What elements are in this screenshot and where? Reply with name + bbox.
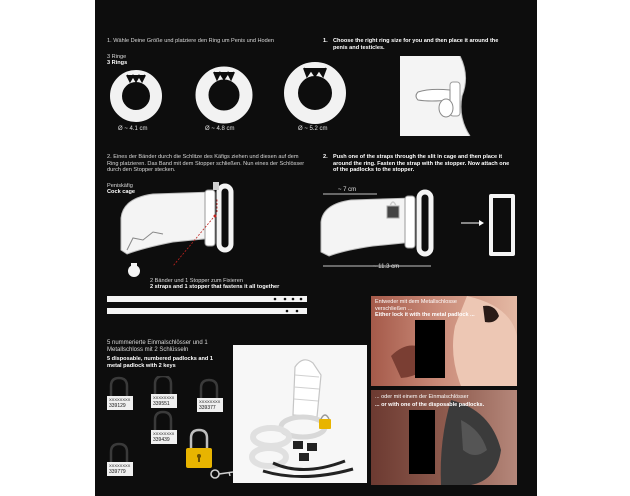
photo-bottom-text-en: ... or with one of the disposable padlocks. bbox=[375, 402, 485, 408]
metal-padlock-icon bbox=[186, 430, 212, 468]
ring-medium bbox=[192, 64, 256, 126]
lifestyle-photo-metal-padlock bbox=[371, 296, 517, 386]
body-ring-illustration bbox=[400, 56, 520, 136]
svg-text:XXXXXXXX: XXXXXXXX bbox=[109, 463, 131, 468]
disposable-padlock-5 bbox=[107, 444, 133, 476]
svg-text:339439: 339439 bbox=[153, 437, 170, 443]
ring-size-medium: Ø ~ 4.8 cm bbox=[205, 126, 235, 132]
step2-text-de: 2. Eines der Bänder durch die Schlitze des Käfigs ziehen und diesen auf dem Ring platzieren. Das Band mit dem Stopper schließen. Nun eines der Schlösser durch den Stopper stecken. bbox=[107, 154, 305, 174]
svg-text:XXXXXXXX: XXXXXXXX bbox=[153, 431, 175, 436]
product-photo bbox=[233, 345, 367, 483]
photo-top-text-en: Either lock it with the metal padlock ... bbox=[375, 312, 475, 318]
ring-side-view bbox=[483, 190, 523, 260]
locks-text-de: 5 nummerierte Einmalschlösser und 1 Metallschloss mit 2 Schlüsseln bbox=[107, 340, 208, 353]
disposable-padlock-3 bbox=[197, 380, 223, 412]
width-label: ~ 7 cm bbox=[338, 187, 357, 193]
cage-label-en: Cock cage bbox=[107, 189, 135, 195]
svg-text:XXXXXXXX: XXXXXXXX bbox=[199, 399, 221, 404]
step1-text-de: 1. Wähle Deine Größe und platziere den Ring um Penis und Hoden bbox=[107, 38, 274, 44]
dimension-lines bbox=[317, 188, 447, 268]
ring-size-large: Ø ~ 5.2 cm bbox=[298, 126, 328, 132]
stopper-icon bbox=[125, 262, 143, 278]
svg-text:339779: 339779 bbox=[109, 469, 126, 475]
disposable-padlock-2 bbox=[151, 376, 177, 408]
svg-text:339129: 339129 bbox=[109, 403, 126, 409]
svg-text:XXXXXXXX: XXXXXXXX bbox=[153, 395, 175, 400]
length-label: ~ 11.3 cm bbox=[373, 264, 400, 270]
straps-label-en: 2 straps and 1 stopper that fastens it all together bbox=[150, 284, 280, 290]
arrow-right-icon bbox=[461, 218, 485, 228]
step2-text-en: Push one of the straps through the slit in cage and then place it around the ring. Fasten the strap with the stopper. Now attach one of the padlocks to the stopper. bbox=[333, 154, 510, 174]
instruction-sheet bbox=[95, 0, 537, 496]
lifestyle-photo-disposable-padlock bbox=[371, 390, 517, 485]
cage-label-de: Peniskäfig bbox=[107, 183, 133, 189]
locks-text-en: 5 disposable, numbered padlocks and 1 metal padlock with 2 keys bbox=[107, 356, 213, 369]
step1-number-en: 1. bbox=[323, 38, 328, 44]
ring-small bbox=[107, 68, 165, 124]
svg-text:339551: 339551 bbox=[153, 401, 170, 407]
key-icon bbox=[211, 470, 233, 478]
straps-label-de: 2 Bänder und 1 Stopper zum Fixieren bbox=[150, 278, 243, 284]
ring-size-small: Ø ~ 4.1 cm bbox=[118, 126, 148, 132]
cage-illustration bbox=[113, 178, 253, 268]
step2-number-en: 2. bbox=[323, 154, 328, 160]
step1-text-en: Choose the right ring size for you and then place it around the penis and testicles. bbox=[333, 38, 499, 51]
ring-large bbox=[280, 60, 350, 126]
straps-illustration bbox=[107, 294, 307, 316]
svg-text:XXXXXXXX: XXXXXXXX bbox=[109, 397, 131, 402]
rings-label-de: 3 Ringe bbox=[107, 54, 127, 60]
padlocks-illustration bbox=[103, 376, 238, 484]
disposable-padlock-1 bbox=[107, 378, 133, 410]
svg-text:339377: 339377 bbox=[199, 405, 216, 411]
rings-label-en: 3 Rings bbox=[107, 60, 128, 66]
photo-top-text-de: Entweder mit dem Metallschlosse verschließen ... bbox=[375, 299, 457, 312]
disposable-padlock-4 bbox=[151, 412, 177, 444]
photo-bottom-text-de: ... oder mit einem der Einmalschlösser bbox=[375, 394, 469, 400]
